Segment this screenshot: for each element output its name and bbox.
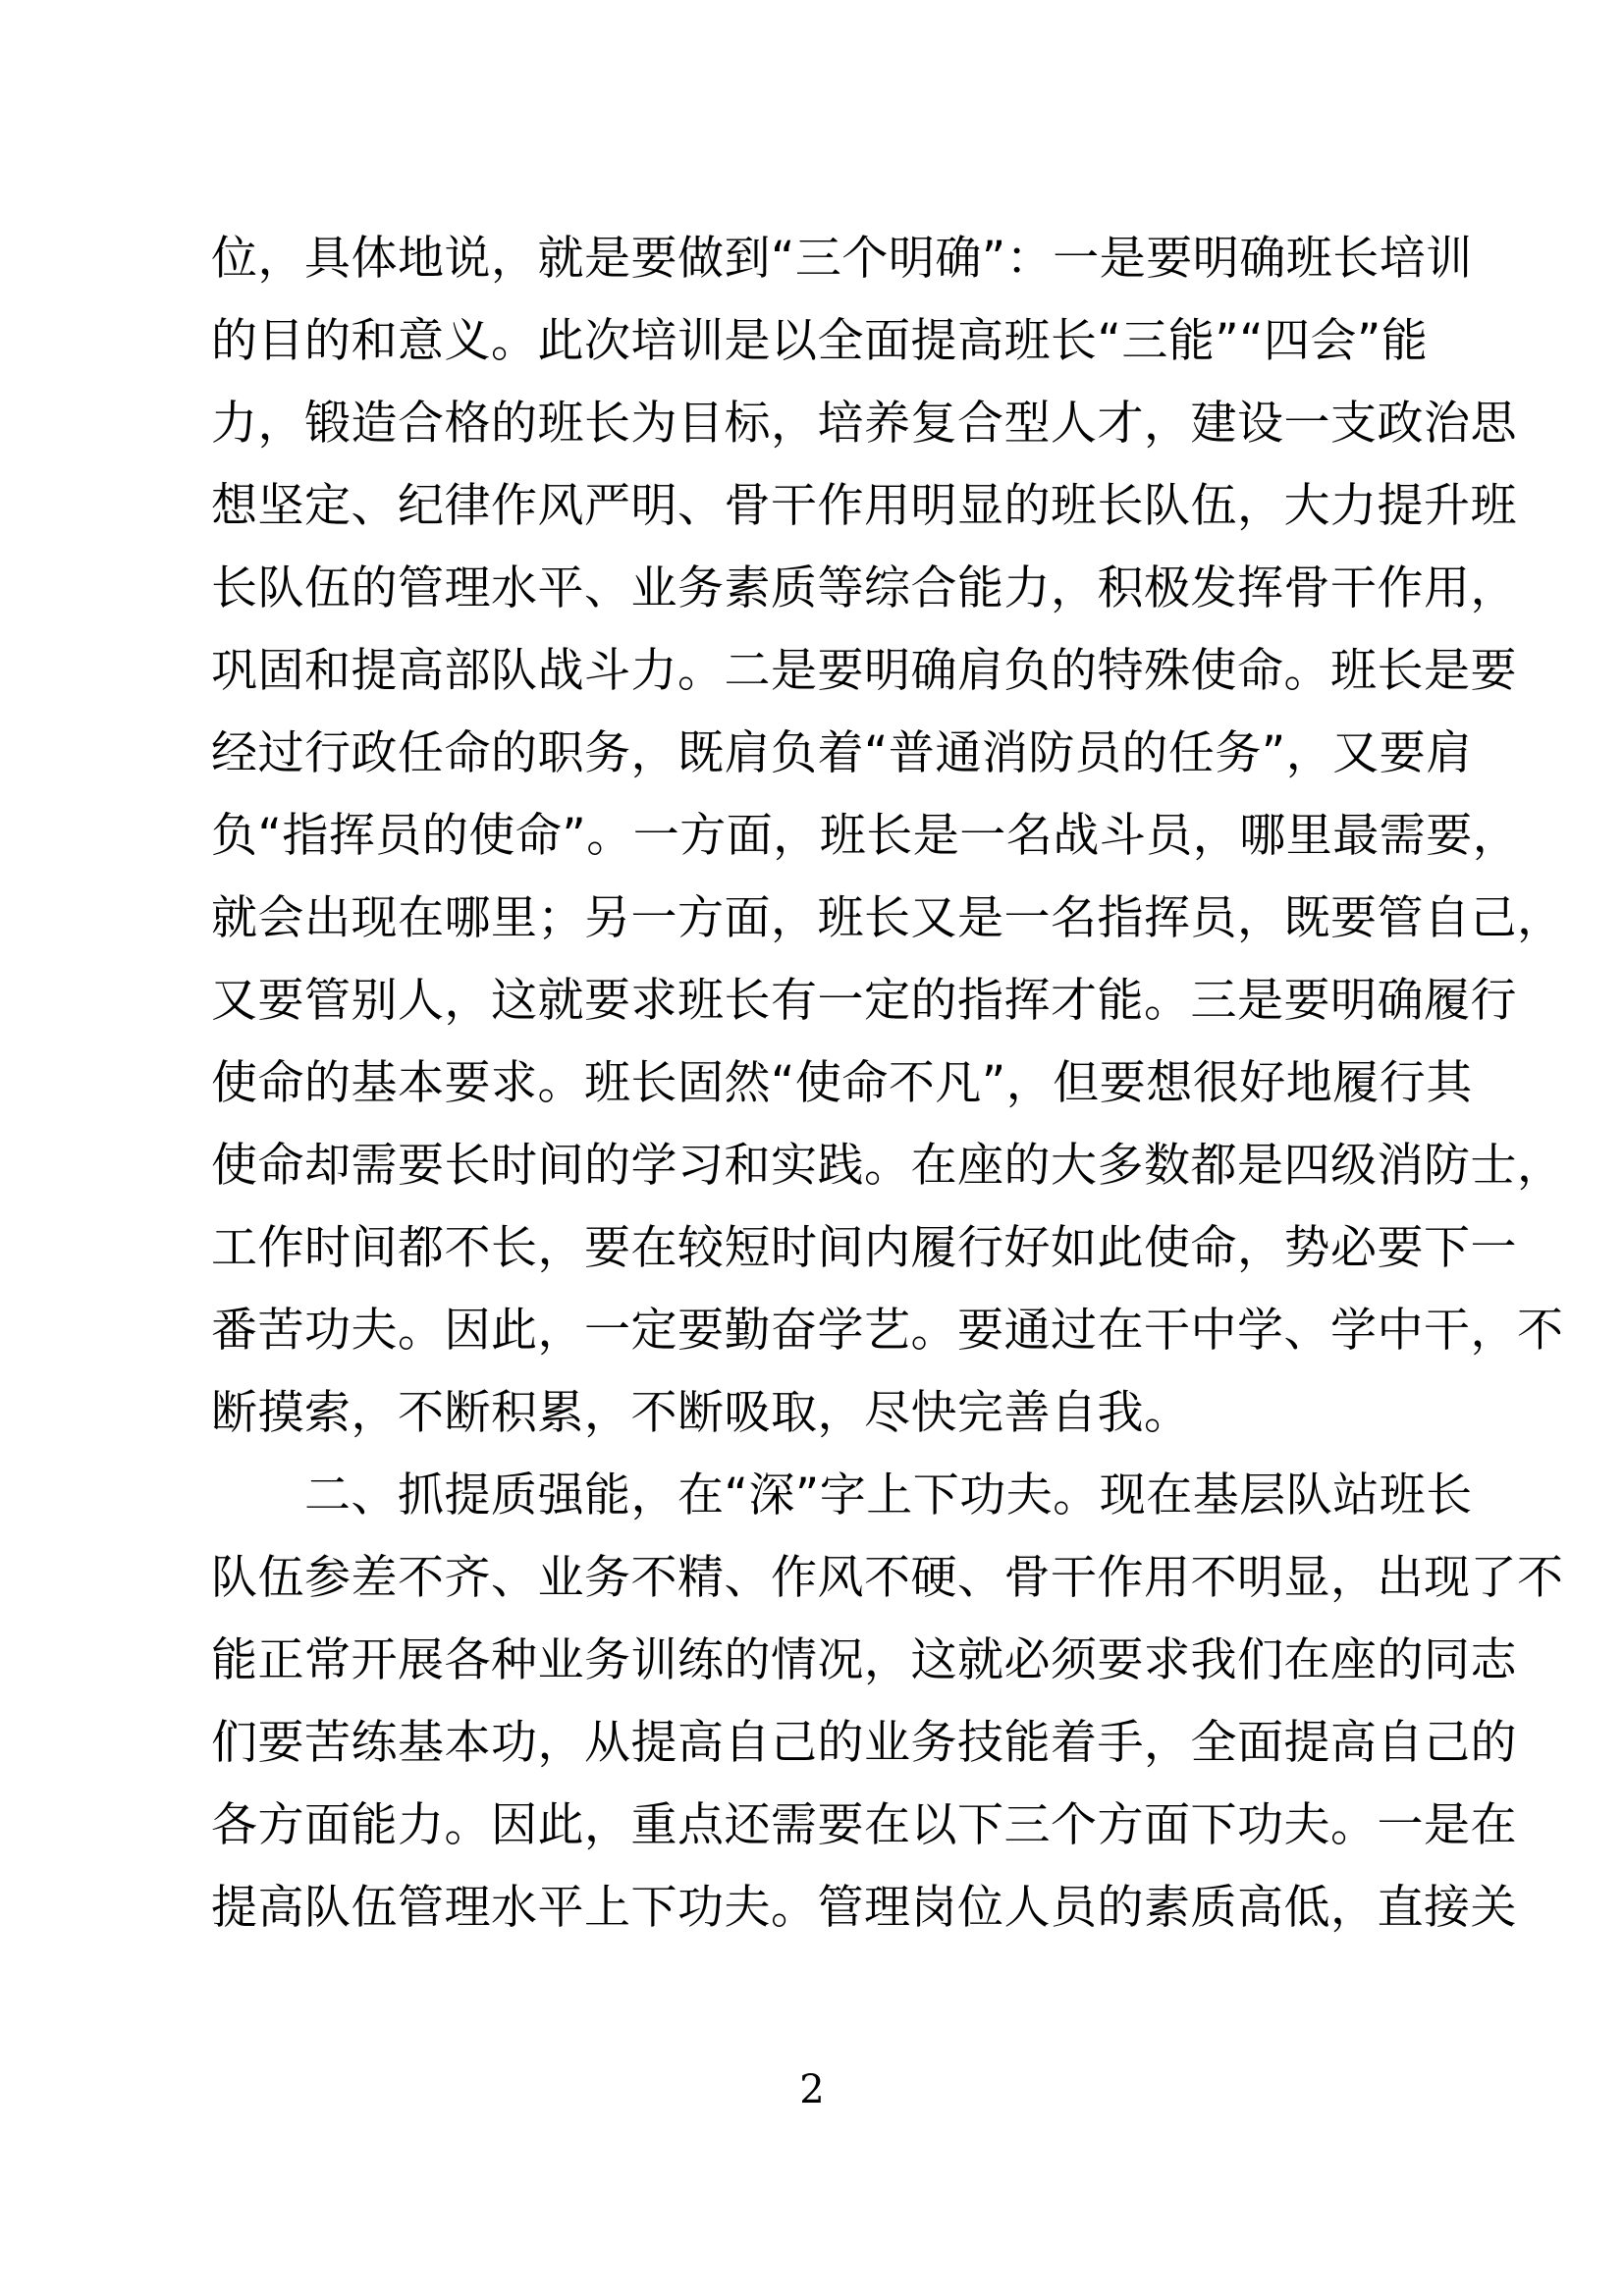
- body-text-line: 负“指挥员的使命”。一方面，班长是一名战斗员，哪里最需要，: [211, 809, 1520, 863]
- body-text-line: 位，具体地说，就是要做到“三个明确”：一是要明确班长培训: [211, 232, 1473, 286]
- body-text-line: 又要管别人，这就要求班长有一定的指挥才能。三是要明确履行: [211, 974, 1517, 1028]
- body-text-line: 长队伍的管理水平、业务素质等综合能力，积极发挥骨干作用，: [211, 561, 1517, 615]
- body-text-line: 使命的基本要求。班长固然“使命不凡”，但要想很好地履行其: [211, 1056, 1473, 1110]
- body-text-line: 巩固和提高部队战斗力。二是要明确肩负的特殊使命。班长是要: [211, 644, 1517, 698]
- body-text-line: 提高队伍管理水平上下功夫。管理岗位人员的素质高低，直接关: [211, 1881, 1517, 1935]
- page-number: 2: [799, 2067, 825, 2112]
- body-text-line: 就会出现在哪里；另一方面，班长又是一名指挥员，既要管自己，: [211, 891, 1564, 945]
- body-text-line: 的目的和意义。此次培训是以全面提高班长“三能”“四会”能: [211, 314, 1429, 368]
- body-text-line: 力，锻造合格的班长为目标，培养复合型人才，建设一支政治思: [211, 397, 1517, 451]
- body-text-line: 能正常开展各种业务训练的情况，这就必须要求我们在座的同志: [211, 1633, 1517, 1687]
- body-text-line: 想坚定、纪律作风严明、骨干作用明显的班长队伍，大力提升班: [211, 479, 1517, 533]
- body-text-line: 番苦功夫。因此，一定要勤奋学艺。要通过在干中学、学中干，不: [211, 1304, 1564, 1358]
- body-text-line: 队伍参差不齐、业务不精、作风不硬、骨干作用不明显，出现了不: [211, 1551, 1564, 1605]
- section-heading-line: 二、抓提质强能，在“深”字上下功夫。现在基层队站班长: [211, 1468, 1473, 1522]
- body-text-line: 工作时间都不长，要在较短时间内履行好如此使命，势必要下一: [211, 1221, 1517, 1275]
- body-text-line: 经过行政任命的职务，既肩负着“普通消防员的任务”，又要肩: [211, 726, 1473, 780]
- body-text-line: 使命却需要长时间的学习和实践。在座的大多数都是四级消防士，: [211, 1139, 1564, 1193]
- body-text-line: 们要苦练基本功，从提高自己的业务技能着手，全面提高自己的: [211, 1716, 1517, 1770]
- body-text-line: 断摸索，不断积累，不断吸取，尽快完善自我。: [211, 1386, 1191, 1440]
- body-text-line: 各方面能力。因此，重点还需要在以下三个方面下功夫。一是在: [211, 1798, 1517, 1852]
